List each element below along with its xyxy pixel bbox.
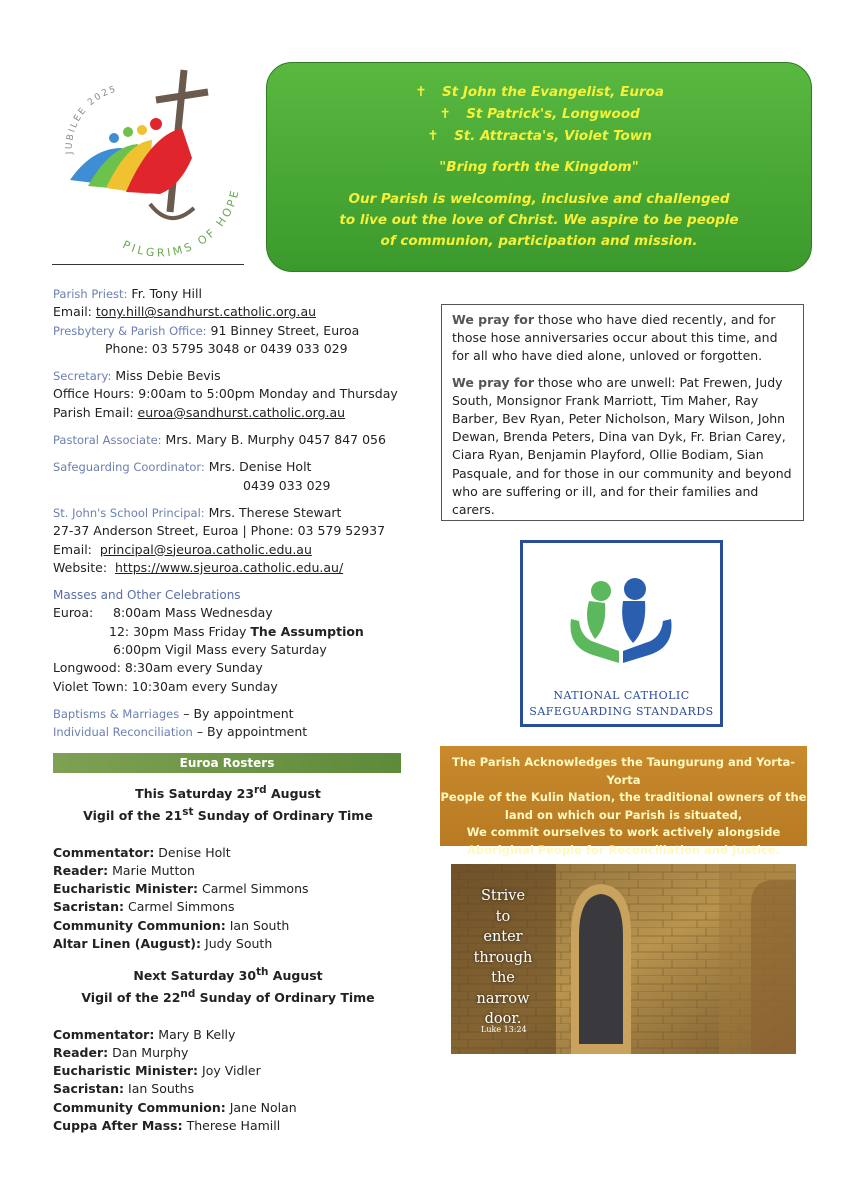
cross-icon: ✝ (427, 128, 439, 144)
svg-text:JUBILEE 2025: JUBILEE 2025 (64, 84, 119, 155)
prayer-unwell: We pray for those who are unwell: Pat Frewen, Judy South, Monsignor Frank Marriott, Tim Maher, Ray Barber, Bev Ryan, Peter Nicholson, Mary Wilson, John Dewan, Brenda Peters, Dina van Dyk, Fr. Brian Carey, Ciara Ryan, Benjamin Playford, Ollie Bodiam, Sian Pasquale, and for those in our community and beyond who are suffering or ill, and for their families and carers. (452, 374, 792, 518)
scripture-reference: Luke 13:24 (481, 1025, 527, 1034)
roster-row: Sacristan: Ian Souths (53, 1081, 195, 1097)
roster-row: Reader: Dan Murphy (53, 1044, 189, 1060)
svg-text:PILGRIMS OF HOPE: PILGRIMS OF HOPE (120, 186, 242, 260)
priest-email-link[interactable]: tony.hill@sandhurst.catholic.org.au (95, 304, 317, 320)
safeguarding-standards-logo: NATIONAL CATHOLIC SAFEGUARDING STANDARDS (520, 540, 723, 727)
contact-details: Parish Priest: Fr. Tony Hill Email: tony.hill@sandhurst.catholic.org.au Presbytery & Parish Office: 91 Binney Street, Euroa Phone: 03 5795 3048 or 0439 033 029 Secretary: Miss Debie Bevis Office Hours: 9:00am to 5:00pm Monday and Thursday Parish Email: euroa@sandhurst.catholic.org.au Pastoral Associate: Mrs. Mary B. Murphy 0457 847 056 Safeguarding Coordinator: Mrs. Denise Holt 0439 033 029 St. John's School Principal: Mrs. Therese Stewart 27-37 Anderson Street, Euroa | Phone: 03 579 52937 Email: principal@sjeuroa.catholic.edu.au Website: https://www.sjeuroa.catholic.edu.au/ Masses and Other Celebrations Euroa: 8:00am Mass Wednesday 12: 30pm Mass Friday The Assumption 6:00pm Vigil Mass every Saturday Longwood: 8:30am every Sunday Violet Town: 10:30am every Sunday Baptisms & Marriages – By appointment Individual Reconciliation – By appointment (53, 285, 433, 751)
parish-motto: "Bring forth the Kingdom" (439, 159, 639, 175)
roster-row: Reader: Marie Mutton (53, 862, 195, 878)
cross-icon: ✝ (439, 106, 451, 122)
church-2: ✝ St Patrick's, Longwood (267, 103, 811, 125)
roster-row: Altar Linen (August): Judy South (53, 935, 273, 951)
roster-week-1: This Saturday 23rd August Vigil of the 21st Sunday of Ordinary Time Commentator: Denise Holt Reader: Marie Mutton Eucharistic Minister: Carmel Simmons Sacristan: Carmel Simmons Community Communion: Ian South Altar Linen (August): Judy South (53, 781, 403, 953)
school-website-link[interactable]: https://www.sjeuroa.catholic.edu.au/ (115, 559, 344, 575)
rosters-heading: Euroa Rosters (53, 753, 401, 773)
mission-statement: Our Parish is welcoming, inclusive and challenged to live out the love of Christ. We aspire to be people of communion, participation and mission. (339, 191, 739, 249)
hands-figures-icon (523, 543, 720, 683)
roster-row: Commentator: Mary B Kelly (53, 1026, 236, 1042)
country-acknowledgement: The Parish Acknowledges the Taungurung and Yorta-Yorta People of the Kulin Nation, the traditional owners of the land on which our Parish is situated, We commit ourselves to work actively alongside Aboriginal People for Reconciliation and Justice. (440, 746, 807, 846)
church-1: ✝ St John the Evangelist, Euroa (267, 81, 811, 103)
roster-row: Sacristan: Carmel Simmons (53, 899, 235, 915)
roster-week-2: Next Saturday 30th August Vigil of the 22nd Sunday of Ordinary Time Commentator: Mary B Kelly Reader: Dan Murphy Eucharistic Minister: Joy Vidler Sacristan: Ian Souths Community Communion: Jane Nolan Cuppa After Mass: Therese Hamill (53, 963, 403, 1135)
jubilee-logo (52, 62, 244, 267)
cross-icon: ✝ (415, 84, 427, 100)
school-email-link[interactable]: principal@sjeuroa.catholic.edu.au (99, 541, 312, 557)
prayer-deceased: We pray for those who have died recently, and for those hose anniversaries occur about this time, and for all who have died alone, unloved or forgotten. (452, 312, 778, 364)
logo-divider (52, 264, 244, 265)
parish-email-link[interactable]: euroa@sandhurst.catholic.org.au (137, 404, 346, 420)
parish-banner (266, 62, 812, 272)
roster-row: Community Communion: Jane Nolan (53, 1099, 297, 1115)
roster-row: Community Communion: Ian South (53, 917, 290, 933)
roster-row: Commentator: Denise Holt (53, 844, 231, 860)
roster-row: Cuppa After Mass: Therese Hamill (53, 1117, 281, 1133)
roster-row: Eucharistic Minister: Joy Vidler (53, 1063, 261, 1079)
church-3: ✝ St. Attracta's, Violet Town (267, 125, 811, 147)
priest-name: Fr. Tony Hill (131, 286, 202, 301)
scripture-quote: Strive to enter through the narrow door. (473, 888, 533, 1027)
masses-heading: Masses and Other Celebrations (53, 588, 241, 603)
prayer-box (441, 304, 804, 521)
roster-row: Eucharistic Minister: Carmel Simmons (53, 881, 309, 897)
narrow-door-photo (451, 864, 796, 1054)
